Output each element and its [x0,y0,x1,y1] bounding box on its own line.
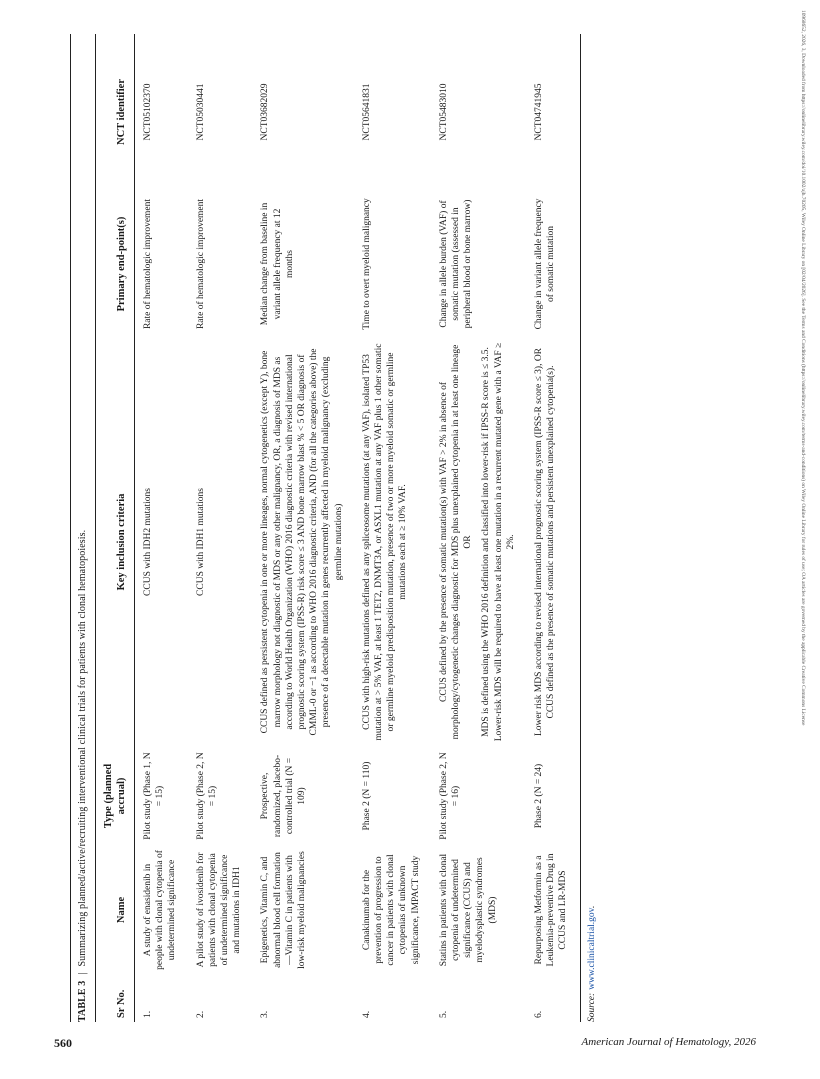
row-endpoint: Median change from baseline in variant allele frequency at 12 months [260,202,295,326]
row-type: Pilot study (Phase 1, N = 15) [143,752,166,840]
row-sr: 1. [143,1010,153,1018]
rotated-table-block [70,34,770,1022]
row-nct: NCT05483010 [438,83,449,141]
source-link[interactable]: www.clinicaltrial.gov [586,908,597,990]
row-type: Phase 2 (N = 24) [526,746,580,846]
clinical-trials-table [95,34,581,1022]
criteria-extra-text: MDS is defined using the WHO 2016 definition and classified into lower-risk if IPSS-R score is ≤ 3.5. Lower-risk MDS will be required to have at least one mutation in a recurrent mutated gene with a VAF ≥ 2%. [481,342,516,742]
row-endpoint: Rate of hematologic improvement [195,198,206,330]
row-type: Phase 2 (N = 110) [361,761,372,831]
table-row [135,34,188,1022]
table-label: TABLE 3 [77,980,88,1022]
row-criteria [135,338,188,746]
table-row [431,34,526,1022]
criteria-text: CCUS with IDH1 mutations [195,488,206,596]
header-criteria: Key inclusion criteria [96,338,135,746]
row-type: Pilot study (Phase 2, N = 16) [438,752,462,840]
table-row [188,34,253,1022]
row-sr: 4. [361,1010,372,1018]
header-type: Type (planned accrual) [96,746,135,846]
header-nct: NCT identifier [96,34,135,190]
row-nct: NCT03682029 [260,83,271,141]
row-sr: 6. [526,974,580,1022]
table-row [354,34,431,1022]
row-nct: NCT05030441 [195,83,206,141]
row-endpoint: Time to overt myeloid malignancy [361,198,372,330]
criteria-text: CCUS defined by the presence of somatic mutation(s) with VAF > 2% in absence of morphology/cytogenetic changes diagnostic for MDS plus unexplained cytopenia in at least one lineage OR [438,344,474,740]
row-endpoint: Change in variant allele frequency of somatic mutation [526,190,580,338]
row-type: Prospective, randomized, placebo-controlled trial (N = 109) [260,754,308,838]
criteria-text: CCUS with IDH2 mutations [143,488,153,596]
row-name: Repurposing Metformin as a Leukemia-preventive Drug in CCUS and LR-MDS [526,846,580,974]
source-label: Source: [586,992,597,1022]
table-caption [70,34,95,1022]
row-sr: 2. [195,1010,206,1018]
row-nct: NCT05102370 [143,83,153,141]
journal-name: American Journal of Hematology, 2026 [581,1036,756,1048]
row-criteria [252,338,353,746]
criteria-text: Lower risk MDS according to revised international prognostic scoring system (IPSS-R score ≤ 3), OR CCUS defined as the presence of somatic mutations and persistent unexplained cytopenia(s). [534,347,557,737]
page-number: 560 [54,1036,72,1050]
row-criteria [526,338,580,746]
table-row [252,34,353,1022]
criteria-text: CCUS defined as persistent cytopenia in one or more lineages, normal cytogenetics (except Y), bone marrow morphology not diagnostic of MDS or any other malignancy, OR, a diagnosis of MDS as according to World Health Organization (WHO) 2016 diagnostic criteria with revised international prognostic scoring system (IPSS-R) risk score ≤ 3 AND bone marrow blast % < 5 OR diagnosis of CMML-0 or −1 as according to WHO 2016 diagnostic criteria, AND (for all the categories above) the presence of a detectable mutation in genes recurrently affected in myeloid malignancy (excluding germline mutations) [260,348,344,736]
header-sr-no: Sr No. [96,974,135,1022]
caption-text: Summarizing planned/active/recruiting interventional clinical trials for patients with clonal hematopoiesis. [77,529,88,967]
row-sr: 5. [438,1010,449,1018]
download-notice: 10968652, 2026, 3, Downloaded from https://onlinelibrary.wiley.com/doi/10.1002/ajh.70205, Wiley Online Library on [02/04/2026]. See the Terms and Conditions (https://onlinelibrary.wiley.com/terms-and-conditions) on Wiley Online Library for rules of use; OA articles are governed by the applicable Creative Commons License [800,10,806,726]
row-name: Canakinumab for the prevention of progression to cancer in patients with clonal cytopenias of unknown significance, IMPACT study [361,854,421,966]
source-trailing: . [586,905,597,909]
row-name: A pilot study of ivosidenib for patients with clonal cytopenia of undetermined significance and mutations in IDH1 [195,852,243,968]
row-criteria [188,338,253,746]
row-endpoint: Change in allele burden (VAF) of somatic mutation (assessed in peripheral blood or bone marrow) [438,199,474,329]
header-name: Name [96,846,135,974]
row-nct: NCT04741945 [526,34,580,190]
table-row [526,34,580,1022]
row-endpoint: Rate of hematologic improvement [143,198,153,330]
criteria-text: CCUS with high-risk mutations defined as any spliceosome mutations (at any VAF), isolated TP53 mutation at > 5% VAF, at least 1 TET2, DNMT3A, or ASXL1 mutation at any VAF plus 1 other somatic or germline myeloid predisposition mutation, presence of two or more myeloid somatic or germline mutations each at ≥ 10% VAF. [361,343,409,741]
header-endpoint: Primary end-point(s) [96,190,135,338]
row-sr: 3. [260,1010,271,1018]
table-header-row [96,34,135,1022]
row-nct: NCT05641831 [361,83,372,141]
caption-separator: | [77,972,88,975]
row-name: Epigenetics, Vitamin C, and abnormal blood cell formation—Vitamin C in patients with low-risk myeloid malignancies [260,851,308,969]
row-criteria [354,338,431,746]
table-source [587,34,597,1022]
row-criteria [431,338,526,746]
row-name: Statins in patients with clonal cytopenia of undetermined significance (CCUS) and myelodysplastic syndromes (MDS) [438,853,498,967]
row-name: A study of enasidenib in people with clonal cytopenia of undetermined significance [143,850,178,970]
row-type: Pilot study (Phase 2, N = 15) [195,752,218,840]
